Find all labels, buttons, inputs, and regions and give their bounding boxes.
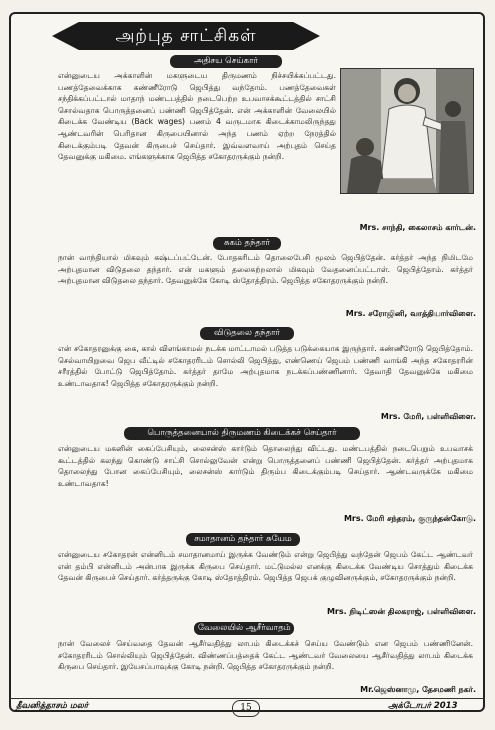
footer-magazine-name: தீவனித்தாசம் மலர் bbox=[16, 701, 89, 711]
testimony-4-signature: Mrs. மேரி சந்தரம், குருந்தன்கோடு. bbox=[343, 514, 476, 523]
page-title: அற்புத சாட்சிகள் bbox=[115, 26, 257, 46]
testimony-3-signature: Mrs. மேரி, பள்ளிவிளை. bbox=[380, 412, 476, 421]
testimony-5-text: என்னுடைய சகோதரன் என்னிடம் சமாதானமாய் இருக்க வேண்டும் என்று ஜெபித்து வந்தேன் ஜெபம் கேட்ட ஆண்டவர் என் தம்பி என்னிடம் அன்பாக இருக்க கிருபை செய்தார். மட்டுமல்ல எனக்கு கிடைக்க வேண்டிய சொத்தும் கிடைக்க தேவன் கிருபைச் செய்தார். கர்த்தருக்கு கோடி ஸ்தோத்திரம். ஜெபித்த ஜெபக் குழுவினருக்கும், சகோதரருக்கும் நன்றி. bbox=[58, 550, 473, 583]
footer-date: அக்டோபர் 2013 bbox=[388, 701, 458, 711]
jesus-healing-photo bbox=[340, 68, 474, 194]
testimony-1-heading: அதிசய செய்கார் bbox=[170, 55, 282, 68]
testimony-4-text: என்னுடைய மகனின் கைப்பேசியும், லைசன்ஸ் கார்டும் தொலைந்து விட்டது. மண்டபத்தில் நடைபெறும் உபவாசக் கூட்டத்தில் கலந்து கொண்டு சாட்சி சொல்லுவேன் என்று பொருத்தனைப் பண்ணி ஜெபித்தேன். கர்த்தர் அற்புதமாக தொலைந்து போன கைப்பேசியும், லைசன்ஸ் கார்டும் திரும்ப கிடைக்கும்படி செய்தார். ஆண்டவருக்கே மகிமை உண்டாவதாக! bbox=[58, 444, 473, 488]
testimony-2-heading: சுகம் தந்தார் bbox=[213, 237, 281, 250]
testimony-5-signature: Mrs. நிடிட்ஸன் திலகராஜ், பள்ளிவிளை. bbox=[326, 607, 476, 616]
footer-page-number: 15 bbox=[232, 700, 260, 717]
footer-divider bbox=[10, 698, 485, 699]
testimony-6-text: நான் வேலைச் செய்வதை தேவன் ஆசீர்வதித்து லாபம் கிடைக்கச் செய்ய வேண்டும் என ஜெபம் பண்ணினேன். சகோதரரிடம் சொல்லியும் ஜெபித்தேன். விண்ணப்பத்தைக் கேட்ட ஆண்டவர் வேலையை ஆசீர்வதித்து லாபம் கிடைக்க கிருபை செய்தார். இயேசப்பாவுக்கு கோடி நன்றி. ஜெபித்த சகோதரருக்கும் நன்றி. bbox=[58, 639, 473, 672]
jesus-healing-illustration-icon bbox=[341, 69, 473, 193]
testimony-5-heading: சமாதானம் தந்தார் சுயேம bbox=[186, 533, 300, 546]
testimony-6-signature: Mr.ஜெஸ்னாமு, தேசமணி நகர். bbox=[360, 685, 476, 694]
testimony-2-text: நான் வாந்தியால் மிகவும் கஷ்டப்பட்டேன். போதகரிடம் தொலைபேசி மூலம் ஜெபித்தேன். கர்த்தர் அந்த நிமிடமே அற்புதமான விடுதலை தந்தார். என் மகளும் தலைசுற்றலால் மிகவும் வேதனைப்பட்டாள். ஜெபித்தோம். கர்த்தர் அற்புதமான விடுதலை தந்தார். தேவனுக்கே கோடி ஸ்தோத்திரம். ஜெபித்த சகோதரருக்கும் நன்றி. bbox=[58, 253, 473, 286]
testimony-4-heading: பொருத்தனையால் திருமணம் கிடைக்கச் செய்தார் bbox=[124, 427, 360, 440]
testimony-3-heading: விடுதலை தந்தார் bbox=[200, 327, 294, 340]
testimony-1-signature: Mrs. சாந்தி, கைலாசம் கார்டன். bbox=[359, 223, 476, 232]
testimony-3-text: என் சகோதரனுக்கு கை, கால் விளங்காமல் நடக்க மாட்டாமல் படுத்த படுக்கையாக இருந்தார். கண்ணீரோடு ஜெபித்தோம். செல்வாயிறுவை ஜெப வீட்டில் சகோதரரிடம் சொல்லி ஜெபித்து, எண்ணெய் ஜெபம் பண்ணி வாங்கி அந்த சகோதரரின் சரீரத்தில் போட்டு ஜெபித்தோம். கர்த்தர் தாமே அற்புதமாக நடக்கப்பண்ணினார். தேவாதி தேவனுக்கே மகிமை உண்டாவதாக! ஜெபித்த சகோதரருக்கும் நன்றி. bbox=[58, 344, 473, 388]
testimony-6-heading: வேலையில் ஆசீர்வாதம் bbox=[194, 622, 294, 635]
testimony-1-text: என்னுடைய அக்காளின் மகளுடைய திருமணம் நிச்சயிக்கப்பட்டது. பணத்தேவைக்காக கண்ணீரோடு ஜெபித்து வந்தோம். பணத்தேவைகள் சந்திக்கப்பட்டால் மாதாந் மண்டபத்தில் நடைபெற்ற உபவாசக்கூட்டத்தில் சாட்சி சொல்வதாக பொருத்தனைப் பண்ணி ஜெபித்தேன். என் அக்காளின் வேலையில் கிடைக்க வேண்டிய (Back wages) பணம் 4 வருடமாக கிடைக்காமலிருந்தது ஆண்டவரின் பெரிதான கிருபையினால் அந்த பணம் ஏற்ற நேரத்தில் கிடைக்கும்படி தேவன் கிருபைச் செய்தார். இவ்வளவாய் அற்புதம் செய்த தேவனுக்கு மகிமை. எங்களுக்காக ஜெபித்த சகோதரருக்கும் நன்றி. bbox=[58, 71, 336, 162]
testimony-2-signature: Mrs. சரோஜினி, வாத்தியார்விளை. bbox=[345, 309, 476, 318]
